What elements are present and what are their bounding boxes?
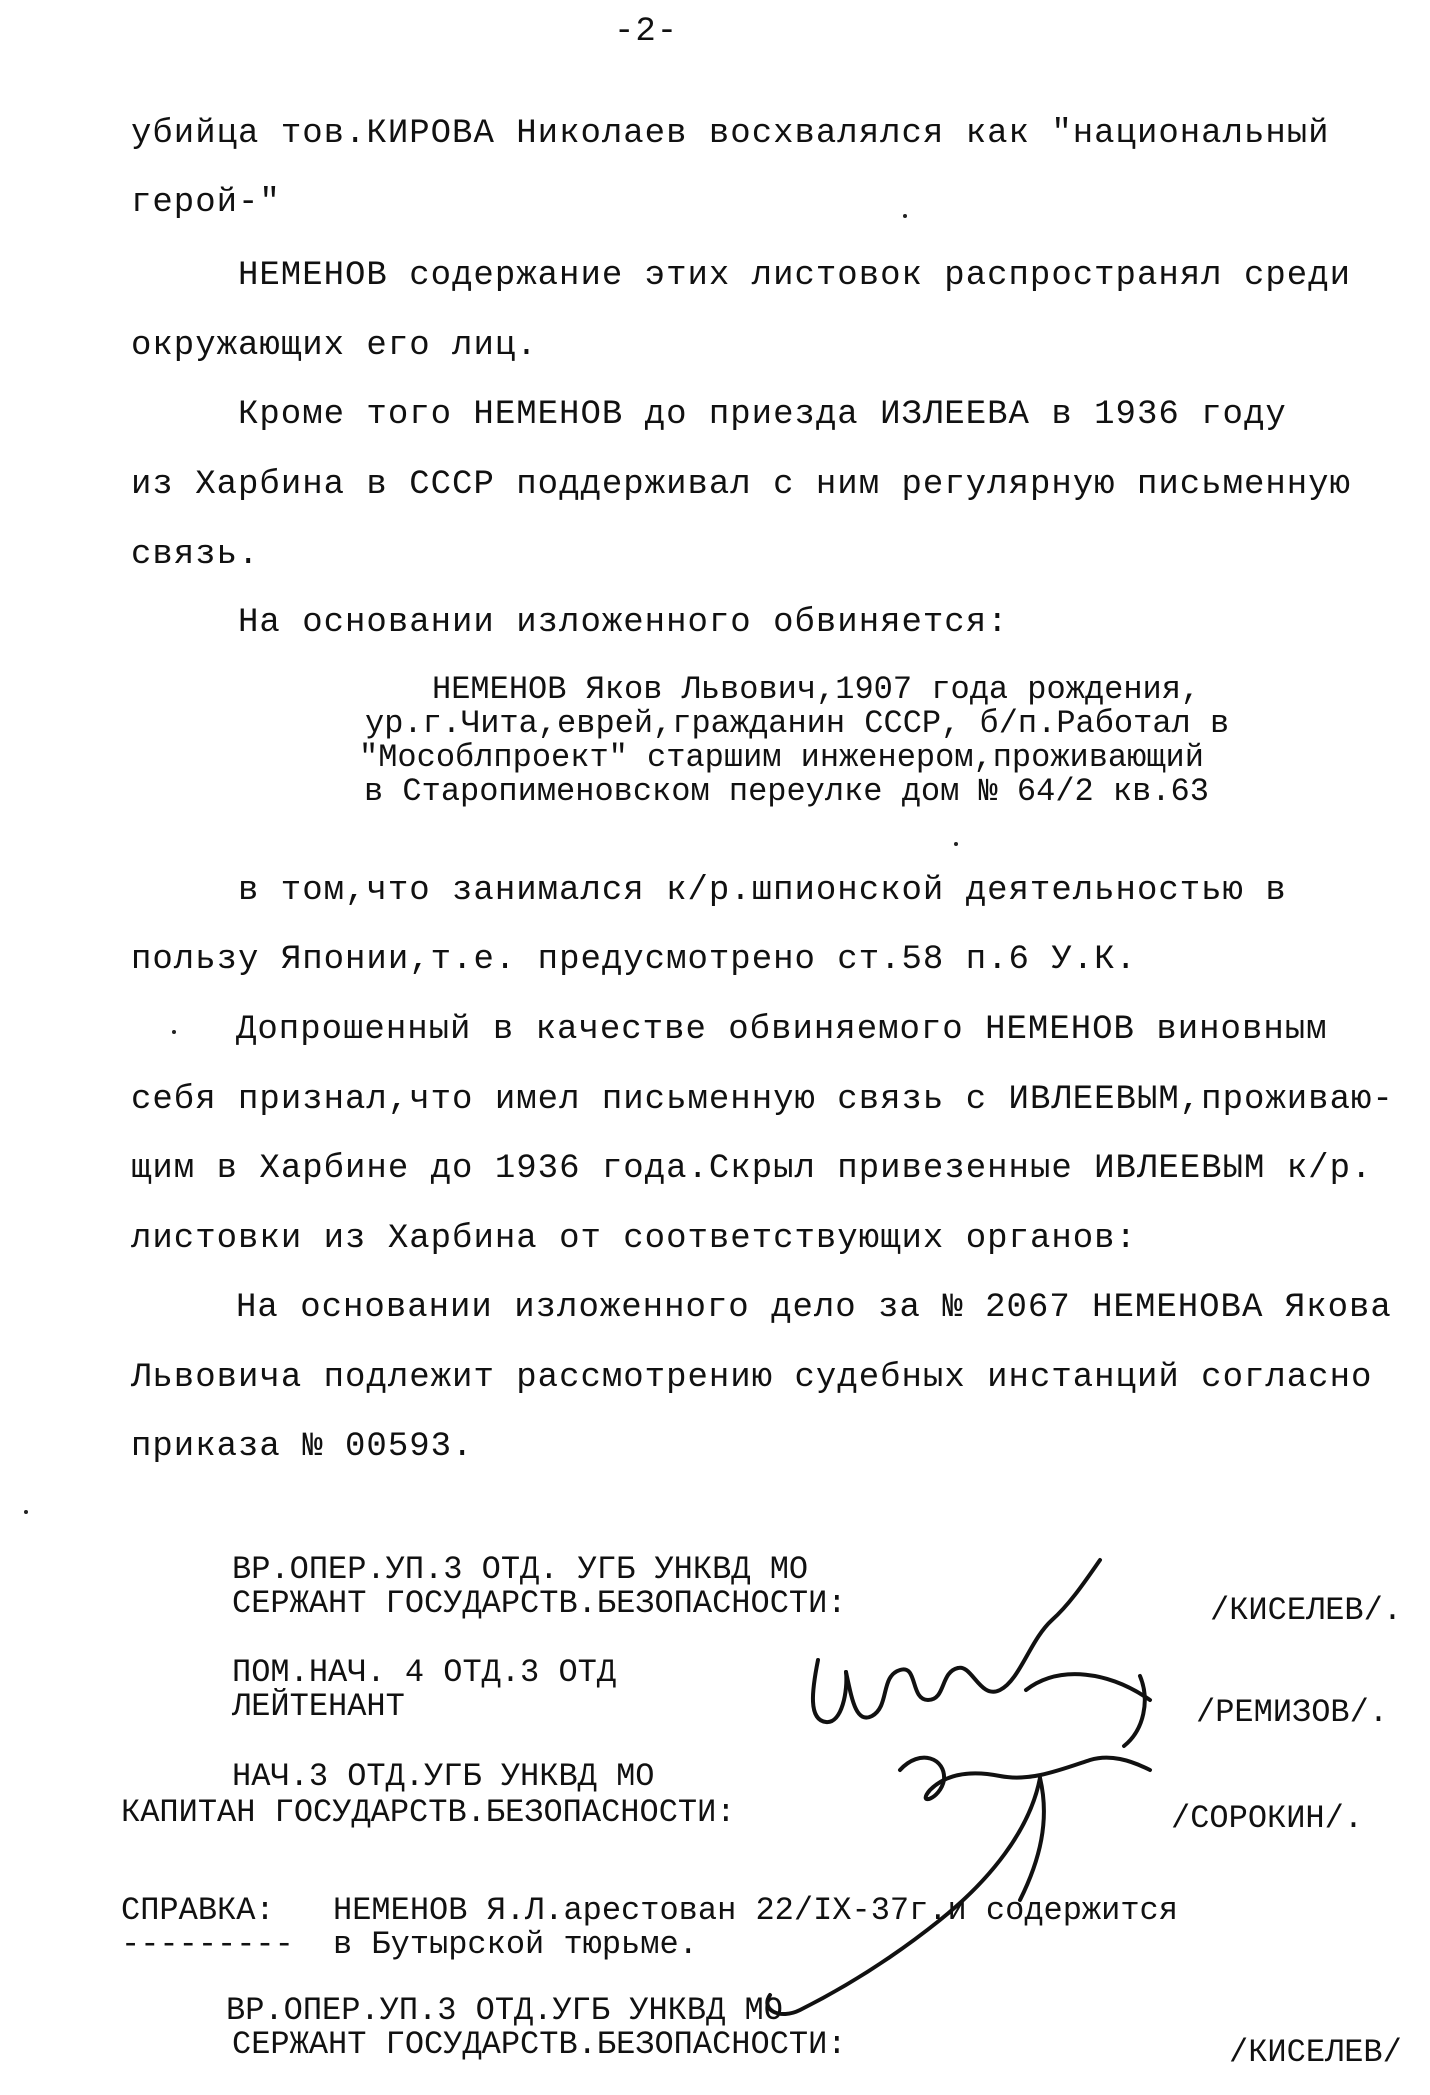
- signer-title: НАЧ.3 ОТД.УГБ УНКВД МО: [232, 1758, 655, 1795]
- accused-line: НЕМЕНОВ Яков Львович,1907 года рождения,: [432, 671, 1201, 708]
- accused-line: ур.г.Чита,еврей,гражданин СССР, б/п.Работал в: [365, 705, 1230, 742]
- note-text: НЕМЕНОВ Я.Л.арестован 22/IХ-37г.и содержится: [333, 1892, 1178, 1929]
- body-line: щим в Харбине до 1936 года.Скрыл привезенные ИВЛЕЕВЫМ к/р.: [131, 1150, 1373, 1188]
- footer-signer-rank: СЕРЖАНТ ГОСУДАРСТВ.БЕЗОПАСНОСТИ:: [232, 2026, 847, 2063]
- body-line: приказа № 00593.: [131, 1428, 474, 1466]
- signer-rank: ЛЕЙТЕНАНТ: [232, 1688, 405, 1725]
- page-speck: [903, 214, 907, 218]
- page-speck: [24, 1510, 28, 1514]
- body-line: себя признал,что имел письменную связь с ИВЛЕЕВЫМ,проживаю-: [131, 1081, 1394, 1119]
- signer-name: /РЕМИЗОВ/.: [1196, 1694, 1389, 1731]
- body-line: герой-": [131, 184, 281, 222]
- note-text: в Бутырской тюрьме.: [333, 1926, 698, 1963]
- footer-signer-title: ВР.ОПЕР.УП.3 ОТД.УГБ УНКВД МО: [226, 1992, 783, 2029]
- body-line: пользу Японии,т.е. предусмотрено ст.58 п.6 У.К.: [131, 941, 1137, 979]
- signer-rank: КАПИТАН ГОСУДАРСТВ.БЕЗОПАСНОСТИ:: [121, 1794, 736, 1831]
- body-line: Кроме того НЕМЕНОВ до приезда ИЗЛЕЕВА в 1936 году: [238, 396, 1287, 434]
- body-line: листовки из Харбина от соответствующих органов:: [131, 1220, 1137, 1258]
- body-line: убийца тов.КИРОВА Николаев восхвалялся как "национальный: [131, 115, 1330, 153]
- signer-rank: СЕРЖАНТ ГОСУДАРСТВ.БЕЗОПАСНОСТИ:: [232, 1585, 847, 1622]
- page-number: -2-: [614, 13, 679, 51]
- signer-title: ПОМ.НАЧ. 4 ОТД.3 ОТД: [232, 1654, 617, 1691]
- footer-signer-name: /КИСЕЛЕВ/: [1229, 2034, 1402, 2071]
- page-speck: [954, 842, 958, 846]
- signer-title: ВР.ОПЕР.УП.3 ОТД. УГБ УНКВД МО: [232, 1551, 809, 1588]
- body-line: НЕМЕНОВ содержание этих листовок распространял среди: [238, 257, 1351, 295]
- body-line: На основании изложенного дело за № 2067 НЕМЕНОВА Якова: [236, 1289, 1392, 1327]
- body-line: связь.: [131, 536, 260, 574]
- signer-name: /КИСЕЛЕВ/.: [1210, 1592, 1403, 1629]
- body-line: в том,что занимался к/р.шпионской деятельностью в: [238, 872, 1287, 910]
- note-label: СПРАВКА:: [121, 1892, 275, 1929]
- signer-name: /СОРОКИН/.: [1171, 1800, 1364, 1837]
- body-line: Допрошенный в качестве обвиняемого НЕМЕНОВ виновным: [236, 1011, 1328, 1049]
- note-dashes: ---------: [121, 1926, 294, 1963]
- body-line: На основании изложенного обвиняется:: [238, 604, 1009, 642]
- body-line: окружающих его лиц.: [131, 327, 538, 365]
- accused-line: "Мособлпроект" старшим инженером,проживающий: [359, 739, 1204, 776]
- page-speck: [172, 1030, 176, 1034]
- body-line: Львовича подлежит рассмотрению судебных инстанций согласно: [131, 1359, 1373, 1397]
- body-line: из Харбина в СССР поддерживал с ним регулярную письменную: [131, 466, 1351, 504]
- accused-line: в Старопименовском переулке дом № 64/2 кв.63: [364, 773, 1209, 810]
